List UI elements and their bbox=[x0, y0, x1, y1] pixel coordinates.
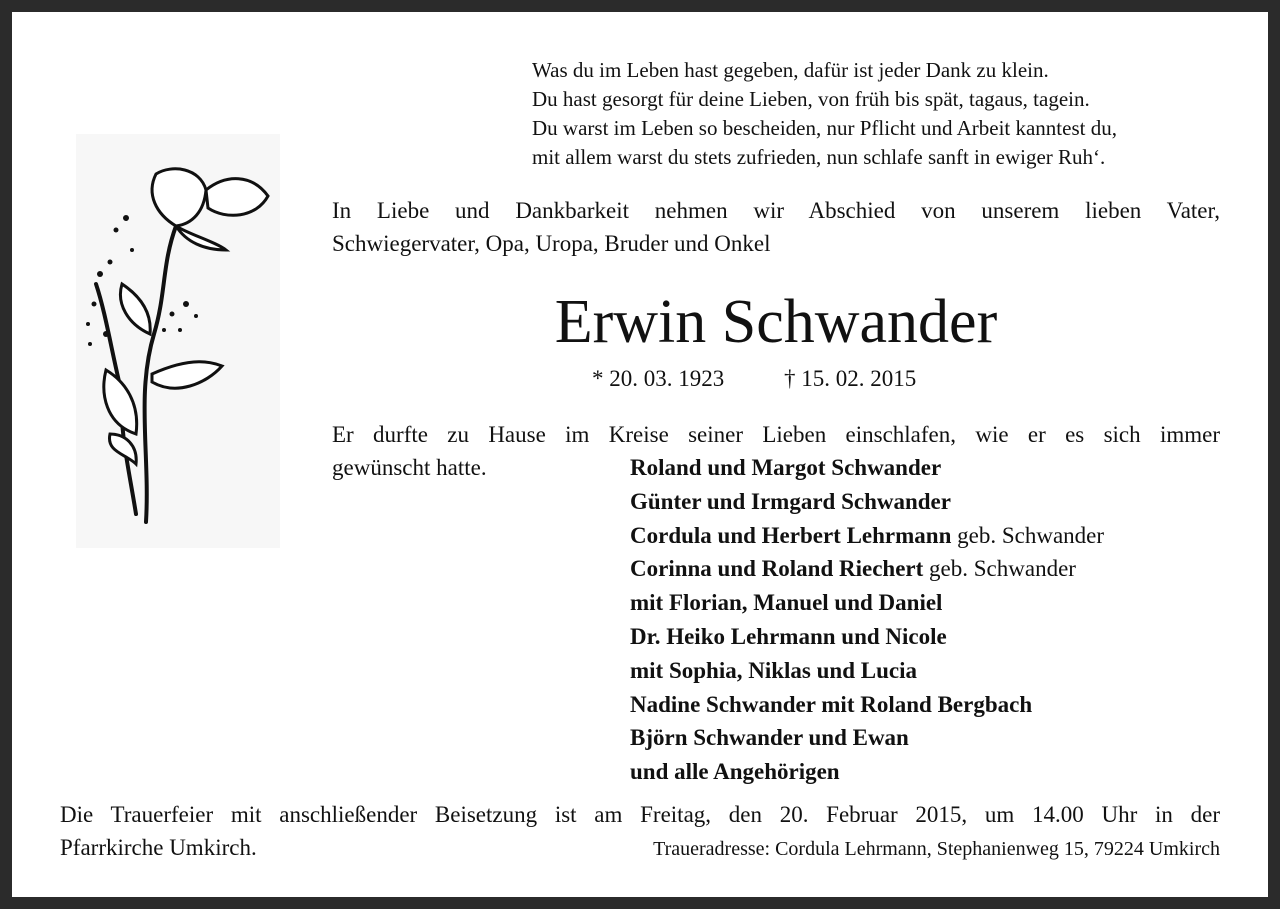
rose-icon bbox=[76, 134, 280, 548]
mourner-name: mit Florian, Manuel und Daniel bbox=[630, 590, 943, 616]
intro-text bbox=[332, 194, 1220, 260]
mourner-line bbox=[630, 654, 1104, 688]
poem-line: Du warst im Leben so bescheiden, nur Pflicht und Arbeit kanntest du, bbox=[532, 116, 1117, 140]
deceased-name: Erwin Schwander bbox=[554, 288, 998, 356]
mourner-name: Cordula und Herbert Lehrmann bbox=[630, 522, 952, 548]
mourner-name: und alle Angehörigen bbox=[630, 759, 840, 785]
mourner-name: Corinna und Roland Riechert bbox=[630, 556, 924, 582]
mourner-suffix: geb. Schwander bbox=[923, 556, 1076, 582]
mourner-line bbox=[630, 519, 1104, 553]
intro-line: Schwiegervater, Opa, Uropa, Bruder und Onkel bbox=[332, 231, 771, 256]
mourner-name: Dr. Heiko Lehrmann und Nicole bbox=[630, 623, 947, 649]
mourner-line bbox=[630, 451, 1104, 485]
mourner-line bbox=[630, 485, 1104, 519]
birth-date: * 20. 03. 1923 bbox=[592, 366, 725, 391]
mourner-name: Roland und Margot Schwander bbox=[630, 455, 942, 480]
mourner-line bbox=[630, 688, 1104, 722]
mourner-name: Günter und Irmgard Schwander bbox=[630, 488, 951, 514]
intro-line: In Liebe und Dankbarkeit nehmen wir Abschied von unserem lieben Vater, bbox=[332, 198, 1220, 223]
life-dates bbox=[592, 364, 916, 394]
poem bbox=[532, 56, 1117, 172]
funeral-info bbox=[60, 798, 1220, 866]
poem-line: Was du im Leben hast gegeben, dafür ist jeder Dank zu klein. bbox=[532, 58, 1049, 82]
mourner-line bbox=[630, 552, 1104, 586]
mourner-suffix: geb. Schwander bbox=[951, 522, 1105, 548]
mourner-name: Nadine Schwander mit Roland Bergbach bbox=[630, 691, 1033, 717]
poem-line: Du hast gesorgt für deine Lieben, von früh bis spät, tagaus, tagein. bbox=[532, 87, 1090, 111]
funeral-line: Die Trauerfeier mit anschließender Beisetzung ist am Freitag, den 20. Februar 2015, um 14.00 Uhr in der bbox=[60, 802, 1220, 827]
mourner-name: mit Sophia, Niklas und Lucia bbox=[630, 657, 917, 683]
passing-line: gewünscht hatte. bbox=[332, 455, 487, 480]
mourner-line bbox=[630, 721, 1104, 755]
obituary-notice bbox=[12, 12, 1268, 897]
death-date: † 15. 02. 2015 bbox=[784, 366, 917, 391]
mourner-line bbox=[630, 755, 1104, 789]
mourner-name: Björn Schwander und Ewan bbox=[630, 725, 909, 751]
mourner-line bbox=[630, 620, 1104, 654]
mourners-list bbox=[630, 451, 1104, 789]
condolence-address: Traueradresse: Cordula Lehrmann, Stephanienweg 15, 79224 Umkirch bbox=[653, 838, 1220, 860]
passing-line: Er durfte zu Hause im Kreise seiner Lieben einschlafen, wie er es sich immer bbox=[332, 422, 1220, 447]
funeral-row bbox=[60, 831, 1220, 866]
poem-line: mit allem warst du stets zufrieden, nun schlafe sanft in ewiger Ruh‘. bbox=[532, 145, 1106, 169]
funeral-location: Pfarrkirche Umkirch. bbox=[60, 835, 257, 860]
mourner-line bbox=[630, 586, 1104, 620]
